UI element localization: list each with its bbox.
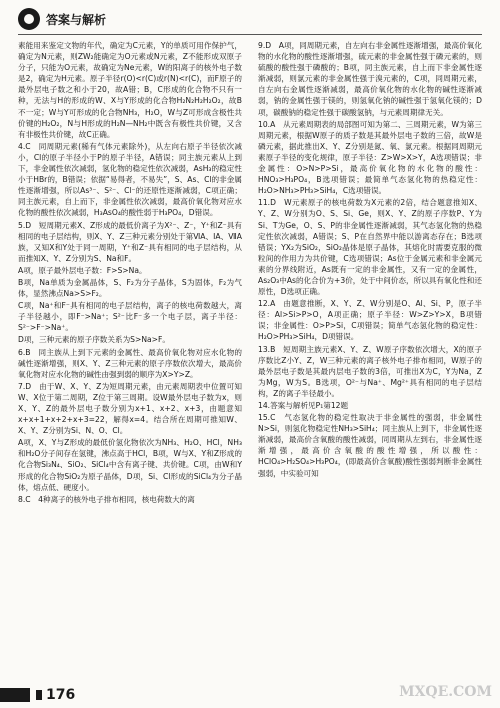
paragraph: 8.C 4种离子的核外电子排布相同，核电荷数大的离	[18, 494, 195, 504]
paragraph: 7.D 由于W、X、Y、Z为短周期元素，由元素周期表中位置可知W、X位于第二周期，Z位于第三周期。设W最外层电子数为x，则X、Y、Z的最外层电子数分别为x+1、x+2、x+3，由题意知x+x+1+x+2+x+3=22，解得x=4。结合所在周期可推知W、X、Y、Z分别为Si、N、O、Cl。	[18, 381, 242, 436]
paragraph: D项，三种元素的原子序数关系为S>Na>F。	[18, 335, 170, 345]
paragraph: 9.D A项，同周期元素，自左向右非金属性逐渐增强，最高价氧化物的水化物的酸性逐渐增强，硫元素的非金属性强于磷元素的，则硫酸的酸性强于磷酸的；B项，同主族元素，自上而下非金属性逐渐减弱，则氯元素的非金属性强于溴元素的，C项，同周期元素，自左向右金属性逐渐减弱，最高价氧化物的水化物的碱性逐渐减弱，钠的金属性强于镁的，则氢氧化钠的碱性强于氢氧化镁的；D项，碳酸钠的稳定性强于碳酸氢钠，与元素周期律无关。	[258, 41, 482, 117]
footer-marker	[36, 690, 42, 700]
page-header	[18, 8, 482, 32]
paragraph: 14.答案与解析见P₁第12题	[258, 401, 349, 410]
paragraph: B项，Na单质为金属晶体，S、F₂为分子晶体，S为固体，F₂为气体，显然沸点Na>S>F₂。	[18, 277, 242, 299]
header-divider	[18, 34, 482, 35]
paragraph: A项，X、Y与Z形成的最低价氢化物依次为NH₃、H₂O、HCl，NH₃和H₂O分子间存在氢键，沸点高于HCl，B项，W与X、Y和Z形成的化合物Si₃N₄、SiO₂、SiCl₄中含有离子键、共价键。C项，由W和Y形成的化合物SiO₂为原子晶体，D项，Si、Cl形成的SiCl₄为分子晶体，熔点低、硬度小。	[18, 438, 242, 492]
header-title: 答案与解析	[46, 13, 107, 27]
paragraph: 12.A 由题意推断，X、Y、Z、W分别是O、Al、Si、P，原子半径：Al>Si>P>O，A项正确；原子半径：W>Z>Y>X，B项错误；非金属性：O>P>Si，C项错误；简单气态氢化物的稳定性：H₂O>PH₃>SiH₄，D项错误。	[258, 299, 482, 342]
book-logo-icon	[18, 8, 40, 30]
paragraph: 13.B 短周期主族元素X、Y、Z、W原子序数依次增大，X的原子序数比Z小Y、Z，W三种元素的离子核外电子排布相同，W原子的最外层电子数是其最内层电子数的3倍，可推出X为C，Y为Na，Z为Mg，W为S。B选项，O²⁻与Na⁺、Mg²⁺具有相同的电子层结构，Z的离子半径最小。	[258, 344, 482, 398]
page-number: 176	[46, 687, 76, 703]
paragraph: 10.A 从元素周期表的局部图可知为第二、三周期元素，W为第三周期元素，根据W原子的质子数是其最外层电子数的三倍，故W是磷元素，据此推出X、Y、Z分别是氮、氧、氯元素。根据同周期元素原子半径的变化规律，原子半径：Z>W>X>Y，A选项错误；非金属性：O>N>P>Si，最高价氧化物的水化物的酸性：HNO₃>H₃PO₄，B选项错误；最简单气态氢化物的热稳定性：H₂O>NH₃>PH₃>SiH₄，C选项错误。	[258, 119, 482, 196]
paragraph: 6.B 同主族从上到下元素的金属性、最高价氧化物对应水化物的碱性逐渐增强，则X、Y、Z三种元素的原子序数依次增大，最高价氧化物对应水化物的碱性由强到弱的顺序为X>Y>Z。	[18, 347, 242, 379]
watermark: MXQE.COM	[399, 684, 492, 700]
paragraph: 4.C 同周期元素(稀有气体元素除外)，从左向右原子半径依次减小，Cl的原子半径小于P的原子半径，A错误；同主族元素从上到下，非金属性依次减弱，氢化物的稳定性依次减弱，AsH₃的稳定性小于HBr的，B错误；依据“易得者，不易失”，S、As、Cl的非金属性逐渐增强，所以As³⁻、S²⁻、Cl⁻的还原性逐渐减弱，C项正确；同主族元素，自上而下，非金属性依次减弱，最高价氧化物对应水化物的酸性依次减弱，H₃AsO₄的酸性弱于H₃PO₄，D错误。	[18, 141, 242, 218]
paragraph: 素能用来鉴定文物的年代，确定为C元素，Y的单质可用作保护气，确定为N元素，则ZW₂能确定为O元素或N元素，Z不能形成双原子分子，只能为O元素，故确定为Ne元素，W的阳离子的核外电子数是2，确定为H元素。原子半径r(O)<r(C)或r(N)<r(C)，而F原子的最外层电子数之和小于20，故A错；B，C形成的化合物不只有一种，无法与H的形成的W、X与Y形成的化合物H₂N₂H₂H₂O₂，故B不一定；W与Y可形成的化合物NH₃，H₂O，W与Z可形成含极性共价键的H₂O₂，N与H形成的H₂N—NH₂中既含有极性共价键，又含有非极性共价键，故C正确。	[18, 41, 242, 139]
right-column	[258, 40, 482, 680]
left-column	[18, 40, 242, 680]
footer-bar	[0, 688, 30, 702]
paragraph: 5.D 短周期元素X、Z形成的最低价离子为X²⁻、Z⁻，Y⁺和Z⁻具有相同的电子层结构，则X、Y、Z三种元素分别处于第ⅥA、ⅠA、ⅦA族，又知X和Y处于同一周期，Y⁺和Z⁻具有相同的电子层结构，从而推知X、Y、Z分别为S、Na和F。	[18, 220, 242, 263]
page-footer	[0, 684, 500, 708]
paragraph: 15.C 气态氢化物的稳定性取决于非金属性的强弱，非金属性N>Si，则氢化物稳定性NH₃>SiH₄；同主族从上到下，非金属性逐渐减弱，最高价含氧酸的酸性减弱，同周期从左到右，非金属性逐渐增强，最高价含氧酸的酸性增强，所以酸性：HClO₄>H₂SO₄>H₃PO₄，(即最高价含氧酸)酸性强弱判断非金属性强弱，中实验可知	[258, 413, 482, 478]
paragraph: 11.D W元素原子的核电荷数为X元素的2倍，结合题意推知X、Y、Z、W分别为O、S、Si、Ge，则X、Y、Z的原子序数P、Y为Si、T为Ge，O、S、P的非金属性逐渐减弱，其气态氢化物的热稳定性依次减弱，A错误；S、P在自然界中能以游离态存在；B选项错误；YX₂为SiO₂，SiO₂晶体是原子晶体，其熔化时需要克服的微粒间的作用力为共价键，C选项错误；As位于金属元素和非金属元素的分界线附近，As既有一定的非金属性，又有一定的金属性，As₂O₃中As的化合价为+3价，处于中间价态，所以具有氧化性和还原性，D选项正确。	[258, 198, 482, 297]
paragraph: A项，原子最外层电子数：F>S>Na。	[18, 265, 147, 275]
paragraph: C项，Na⁺和F⁻具有相同的电子层结构，离子的核电荷数越大，离子半径越小，即F⁻>Na⁺；S²⁻比F⁻多一个电子层，离子半径：S²⁻>F⁻>Na⁺。	[18, 301, 242, 333]
